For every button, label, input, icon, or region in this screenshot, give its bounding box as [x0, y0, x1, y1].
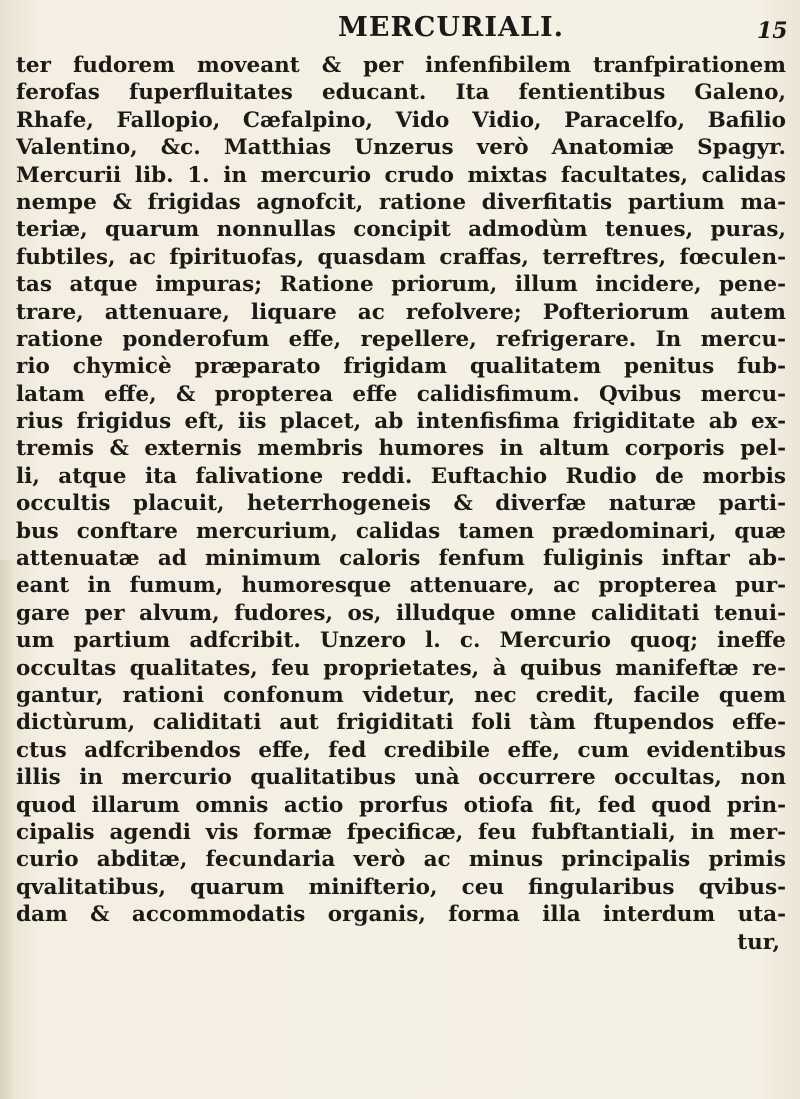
text-line: li, atque ita falivatione reddi. Euftachio Rudio de morbis: [16, 463, 786, 489]
binding-gutter-shadow: [0, 560, 14, 1099]
text-line: rius frigidus eft, iis placet, ab intenfisfima frigiditate ab ex-: [16, 409, 786, 435]
text-line: cipalis agendi vis formæ fpecificæ, feu fubftantiali, in mer-: [16, 819, 786, 845]
text-line: eant in fumum, humoresque attenuare, ac propterea pur-: [16, 573, 786, 599]
page-header: [0, 12, 800, 52]
text-line: ter fudorem moveant & per infenfibilem tranfpirationem: [16, 53, 786, 78]
text-line: fubtiles, ac fpirituofas, quasdam craffas, terreftres, fœculen-: [16, 244, 786, 270]
text-line: latam effe, & propterea effe calidisfimum. Qvibus mercu-: [16, 381, 786, 407]
text-line: rio chymicè præparato frigidam qualitatem penitus fub-: [16, 354, 786, 380]
text-line: qvalitatibus, quarum minifterio, ceu fingularibus qvibus-: [16, 874, 786, 900]
page-number: 15: [757, 18, 788, 44]
text-line: trare, attenuare, liquare ac refolvere; Pofteriorum autem: [16, 299, 786, 325]
text-line: nempe & frigidas agnofcit, ratione diverfitatis partium ma-: [16, 189, 786, 215]
text-line: curio abditæ, fecundaria verò ac minus principalis primis: [16, 847, 786, 873]
text-line: Valentino, &c. Matthias Unzerus verò Anatomiæ Spagyr.: [16, 135, 786, 161]
text-line: bus conftare mercurium, calidas tamen prædominari, quæ: [16, 518, 786, 544]
text-line: ctus adfcribendos effe, fed credibile effe, cum evidentibus: [16, 737, 786, 763]
text-line: teriæ, quarum nonnullas concipit admodùm tenues, puras,: [16, 217, 786, 243]
text-line: gantur, rationi confonum videtur, nec credit, facile quem: [16, 682, 786, 708]
body-text: [16, 52, 786, 956]
text-line: dictùrum, caliditati aut frigiditati foli tàm ftupendos effe-: [16, 710, 786, 736]
text-line: illis in mercurio qualitatibus unà occurrere occultas, non: [16, 765, 786, 791]
text-line: dam & accommodatis organis, forma illa interdum uta-: [16, 902, 786, 928]
text-line: quod illarum omnis actio prorfus otiofa fit, fed quod prin-: [16, 792, 786, 818]
text-line: tas atque impuras; Ratione priorum, illum incidere, pene-: [16, 272, 786, 298]
text-line: tremis & externis membris humores in altum corporis pel-: [16, 436, 786, 462]
text-line: gare per alvum, fudores, os, illudque omne caliditati tenui-: [16, 600, 786, 626]
text-line: Mercurii lib. 1. in mercurio crudo mixtas facultates, calidas: [16, 162, 786, 188]
text-line: Rhafe, Fallopio, Cæfalpino, Vido Vidio, Paracelfo, Bafilio: [16, 107, 786, 133]
text-line: occultas qualitates, feu proprietates, à quibus manifeftæ re-: [16, 655, 786, 681]
text-line: ratione ponderofum effe, repellere, refrigerare. In mercu-: [16, 326, 786, 352]
running-head: MERCURIALI.: [338, 12, 564, 43]
text-line: attenuatæ ad minimum caloris fenfum fuliginis inftar ab-: [16, 546, 786, 572]
catchword: tur,: [737, 929, 780, 955]
text-line: um partium adfcribit. Unzero l. c. Mercurio quoq; ineffe: [16, 628, 786, 654]
text-line: occultis placuit, heterrhogeneis & diverfæ naturæ parti-: [16, 491, 786, 517]
text-line: ferofas fuperfluitates educant. Ita fentientibus Galeno,: [16, 80, 786, 106]
